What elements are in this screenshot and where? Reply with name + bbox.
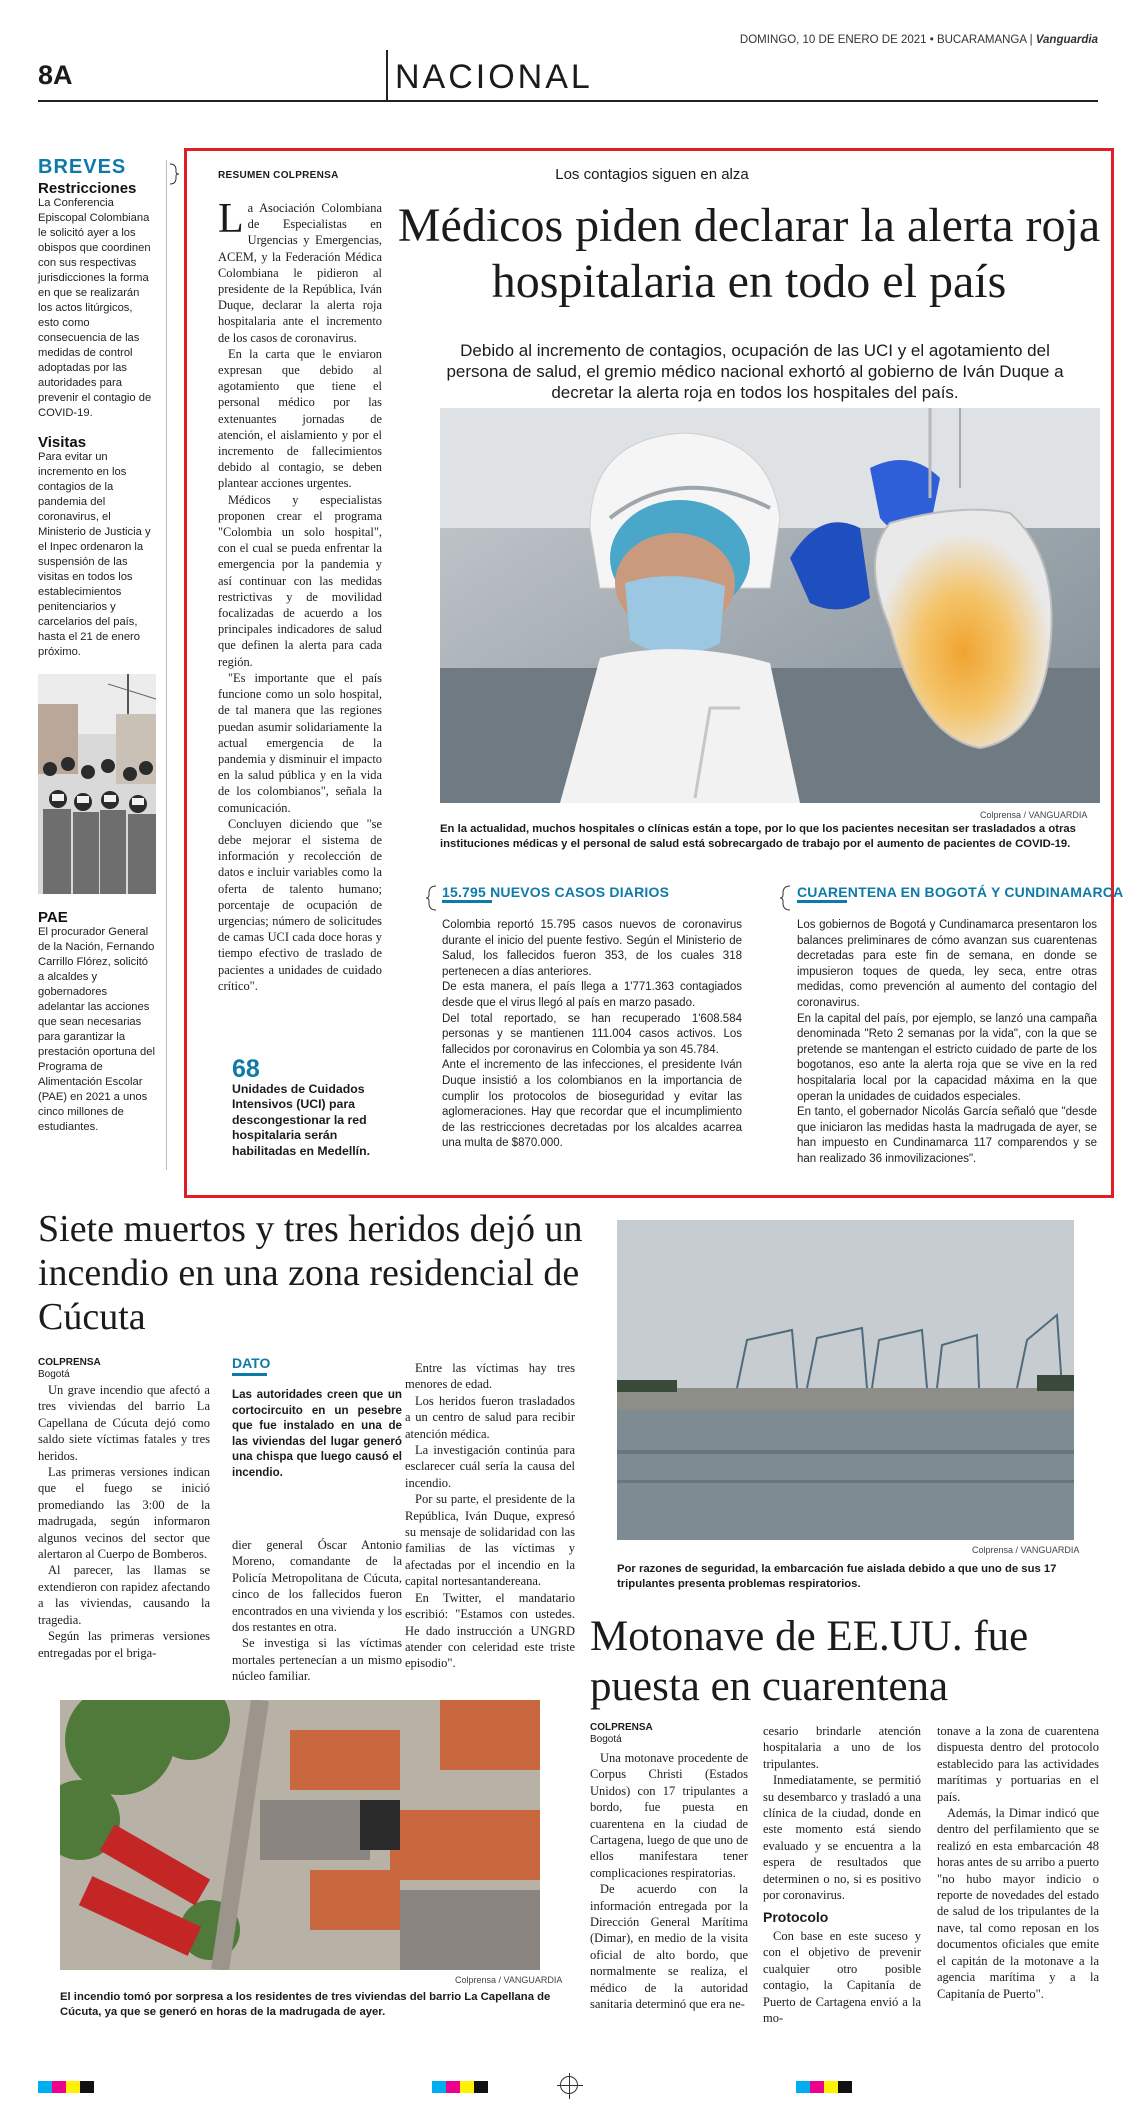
body-paragraph: Se investiga si las víctimas mortales pertenecían a un mismo núcleo familiar. xyxy=(232,1636,402,1684)
byline xyxy=(590,1722,653,1746)
body-paragraph: Concluyen diciendo que "se debe mejorar el sistema de información y recolección de datos e incluir variables como la oferta de talento humano; porcentaje de ocupación de urgencias; número de solicitudes de camas UCI cada doce horas y tiempo efectivo de traslado de pacientes a unidades de cuidado crítico". xyxy=(218,816,382,993)
protest-photo xyxy=(38,674,156,894)
fire-column-3 xyxy=(405,1360,575,1672)
brief-text: El procurador General de la Nación, Fernando Carrillo Flórez, solicitó a alcaldes y gobernadores adelantar las acciones que sean necesarias para garantizar la prestación oportuna del Programa de Alimentación Escolar (PAE) en 2021 a unos cinco millones de estudiantes. xyxy=(38,926,155,1133)
photo-credit: Colprensa / VANGUARDIA xyxy=(972,1545,1080,1555)
photo-credit: Colprensa / VANGUARDIA xyxy=(455,1975,563,1985)
brief-heading: Restricciones xyxy=(38,180,137,197)
body-paragraph: En Twitter, el mandatario escribió: "Estamos con ustedes. He dado instrucción a UNGRD atender con celeridad este triste episodio". xyxy=(405,1590,575,1671)
body-paragraph: Entre las víctimas hay tres menores de edad. xyxy=(405,1361,575,1392)
body-paragraph: Además, la Dimar indicó que dentro del perfilamiento que se realizó en esta embarcación 48 horas antes de su arribo a puerto "no hubo mayor indicio o reporte de novedades del estado de salud de los tripulantes de la nave, tal como reposan en los documentos oficiales que emite el capitán de la motonave a la agencia marítima y a la Capitanía de Puerto". xyxy=(937,1806,1099,2001)
box-paragraph: En tanto, el gobernador Nicolás García señaló que "desde que iniciaron las medidas hasta la madrugada de ayer, se han impuesto en Cundinamarca 117 comparendos y se han realizado 36 inmovilizaciones". xyxy=(797,1106,1097,1165)
ship-headline: Motonave de EE.UU. fue puesta en cuarentena xyxy=(590,1613,1029,1710)
body-paragraph: La investigación continúa para esclarecer cuál sería la causa del incendio. xyxy=(405,1443,575,1490)
body-paragraph: "Es importante que el país funcione como un solo hospital, de tal manera que las regiones puedan asumir solidariamente la actual emergencia de la pandemia y disminuir el impacto en la salud pública y en la vida de los colombianos", señala la comunicación. xyxy=(218,670,382,815)
body-paragraph: En la carta que le enviaron expresan que debido al agotamiento que tiene el personal médico por las extenuantes jornadas de atención, el aislamiento y por el incremento de fallecimientos debido al contagio, se deben plantear acciones urgentes. xyxy=(218,346,382,491)
accent-rule xyxy=(797,900,847,903)
box-paragraph: De esta manera, el país llega a 1'771.363 contagiados desde que el virus llegó al país en marzo pasado. xyxy=(442,981,742,1009)
dato-title: DATO xyxy=(232,1355,271,1371)
body-paragraph: De acuerdo con la información entregada por la Dirección General Marítima (Dimar), en medio de la visita oficial de alto bordo, que normalmente se realiza, el médico de la autoridad sanitaria determinó que era ne- xyxy=(590,1882,748,2012)
brand-name: Vanguardia xyxy=(1035,34,1098,46)
registration-mark-icon xyxy=(560,2076,578,2094)
dato-text: Las autoridades creen que un cortocircuito en un pesebre que fue instalado en una de las viviendas del lugar generó una chispa que luego causó el incendio. xyxy=(232,1388,402,1479)
brief-item xyxy=(38,910,156,1135)
brief-item xyxy=(38,435,156,660)
byline-agency: COLPRENSA xyxy=(590,1722,653,1733)
body-paragraph: Las primeras versiones indican que el fuego se inició promediando las 3:00 de la madrugada, según informaron algunos vecinos del sector que alertaron al Cuerpo de Bomberos. xyxy=(38,1465,210,1562)
ship-column-3 xyxy=(937,1723,1099,2002)
brief-item xyxy=(38,181,156,421)
body-paragraph: Según las primeras versiones entregadas por el briga- xyxy=(38,1629,210,1660)
stat-text: Unidades de Cuidados Intensivos (UCI) para descongestionar la red hospitalaria serán habilitadas en Medellín. xyxy=(232,1082,371,1158)
body-paragraph: Inmediatamente, se permitió su desembarco y trasladó a una clínica de la ciudad, donde en este momento está siendo evaluado y se encuentra a la espera de resultados que determinen o no, si es positivo por coronavirus. xyxy=(763,1773,921,1903)
header-rule xyxy=(38,100,1098,102)
photo-credit: Colprensa / VANGUARDIA xyxy=(980,810,1088,820)
body-paragraph: Una motonave procedente de Corpus Christi (Estados Unidos) con 17 tripulantes a bordo, fue puesta en cuarentena en la ciudad de Cartagena, luego de que uno de ellos manifestara tener complicaciones respiratorias. xyxy=(590,1751,748,1880)
body-paragraph: Por su parte, el presidente de la República, Iván Duque, expresó su mensaje de solidaridad con las familias de las víctimas y afectadas por el incendio en la capital nortesantandereana. xyxy=(405,1492,575,1589)
box-paragraph: Ante el incremento de las infecciones, el presidente Iván Duque insistió a los colombianos en la importancia de cumplir los protocolos de bioseguridad y evitar las aglomeraciones. Hay que recordar que el incumplimiento de las restricciones decretadas por los alcaldes acarrea una multa de $870.000. xyxy=(442,1059,742,1150)
section-name: NACIONAL xyxy=(395,58,593,96)
byline-city: Bogotá xyxy=(38,1369,70,1380)
photo-caption: Por razones de seguridad, la embarcación fue aislada debido a que uno de sus 17 tripulantes presenta problemas respiratorios. xyxy=(617,1563,1057,1590)
brief-heading: Visitas xyxy=(38,434,87,451)
box-paragraph: Colombia reportó 15.795 casos nuevos de coronavirus durante el inicio del puente festivo. Según el Ministerio de Salud, los fallecidos fueron 353, de los cuales 318 pertenecen a días anteriores. xyxy=(442,919,742,978)
breves-title: BREVES xyxy=(38,156,127,178)
fire-column-1 xyxy=(38,1382,210,1661)
feature-headline: Médicos piden declarar la alerta roja hospitalaria en todo el país xyxy=(397,199,1101,308)
ship-column-2 xyxy=(763,1723,921,2026)
feature-body xyxy=(218,196,382,994)
box-paragraph: En la capital del país, por ejemplo, se lanzó una campaña denominada "Reto 2 semanas por la vida", con la que se pretende se mantengan el estricto cuidado de parte de los bogotanos, eso ante la alerta roja que se vive en la red hospitalaria local por la capacidad máxima en la que operan la unidades de cuidados especiales. xyxy=(797,1012,1097,1103)
accent-rule xyxy=(232,1373,267,1376)
body-paragraph: cesario brindarle atención hospitalaria a uno de los tripulantes. xyxy=(763,1724,921,1771)
body-paragraph: Un grave incendio que afectó a tres viviendas del barrio La Capellana de Cúcuta dejó como saldo siete víctimas fatales y tres heridos. xyxy=(38,1383,210,1463)
body-paragraph: La Asociación Colombiana de Especialistas en Urgencias y Emergencias, ACEM, y la Federación Médica Colombiana le pidieron al presidente de la República, Iván Duque, declarar la alerta roja hospitalaria ante el incremento de los casos de coronavirus. xyxy=(218,196,382,345)
fire-aerial-photo xyxy=(60,1700,540,1970)
feature-subhead: Debido al incremento de contagios, ocupación de las UCI y el agotamiento del persona de salud, el gremio médico nacional exhortó al gobierno de Iván Duque a decretar la alerta roja en todos los hospitales del país. xyxy=(446,341,1064,402)
quarantine-box-text xyxy=(797,918,1097,1168)
health-worker-photo xyxy=(440,408,1100,803)
body-paragraph: Con base en este suceso y con el objetivo de prevenir cualquier otro posible contagio, la Capitanía de Puerto de Cartagena envió a la mo- xyxy=(763,1928,921,2025)
credit-tag: RESUMEN COLPRENSA xyxy=(218,170,339,181)
byline-city: Bogotá xyxy=(590,1734,622,1745)
cases-box-text xyxy=(442,918,742,1152)
page-number: 8A xyxy=(38,60,73,90)
stat-number: 68 xyxy=(232,1055,260,1083)
body-paragraph: Los heridos fueron trasladados a un centro de salud para recibir atención médica. xyxy=(405,1393,575,1441)
body-paragraph: dier general Óscar Antonio Moreno, comandante de la Policía Metropolitana de Cúcuta, cinco de los fallecidos fueron encontrados en una vivienda y los dos restantes en otra. xyxy=(232,1538,402,1635)
byline xyxy=(38,1357,101,1381)
brief-text: Para evitar un incremento en los contagios de la pandemia del coronavirus, el Ministerio de Justicia y el Inpec ordenaron la suspensión de las visitas en todos los establecimientos penitenciarios y carcelarios del país, hasta el 21 de enero próximo. xyxy=(38,451,151,658)
photo-caption: En la actualidad, muchos hospitales o clínicas están a tope, por lo que los pacientes necesitan ser trasladados a otras instituciones médicas y el personal de salud está sobrecargado de trabajo por el aumento de pacientes de COVID-19. xyxy=(440,823,1076,850)
cases-box-title: 15.795 NUEVOS CASOS DIARIOS xyxy=(442,884,670,900)
photo-caption: El incendio tomó por sorpresa a los residentes de tres viviendas del barrio La Capellana de Cúcuta, ya que se generó en horas de la madrugada de ayer. xyxy=(60,1991,551,2018)
ship-column-1 xyxy=(590,1750,748,2013)
subhead-protocolo: Protocolo xyxy=(763,1909,829,1926)
bracket-icon xyxy=(778,884,792,912)
accent-rule xyxy=(442,900,492,903)
fire-column-2 xyxy=(232,1537,402,1685)
body-paragraph: tonave a la zona de cuarentena dispuesta dentro del protocolo establecido para las actividades marítimas y portuarias en el país. xyxy=(937,1724,1099,1804)
box-paragraph: Del total reportado, se han recuperado 1'608.584 personas y se mantienen 111.004 casos activos. Los fallecidos por coronavirus en Colombia ya son 45.784. xyxy=(442,1012,742,1056)
breves-column xyxy=(38,156,156,1149)
body-paragraph: Al parecer, las llamas se extendieron con rapidez afectando a las viviendas, causando la tragedia. xyxy=(38,1563,210,1627)
bracket-icon xyxy=(168,162,180,186)
quarantine-box-title: CUARENTENA EN BOGOTÁ Y CUNDINAMARCA xyxy=(797,884,1124,900)
body-paragraph: Médicos y especialistas proponen crear el programa "Colombia un solo hospital", con el cual se pueda enfrentar la emergencia por la pandemia y así continuar con las medidas restrictivas y de movilidad focalizadas de acuerdo a los principales indicadores de salud que definen la alerta para cada región. xyxy=(218,492,382,669)
brief-heading: PAE xyxy=(38,909,68,926)
column-divider xyxy=(166,160,167,1170)
byline-agency: COLPRENSA xyxy=(38,1357,101,1368)
fire-headline: Siete muertos y tres heridos dejó un incendio en una zona residencial de Cúcuta xyxy=(38,1208,583,1338)
bracket-icon xyxy=(424,884,438,912)
dateline: DOMINGO, 10 DE ENERO DE 2021 • BUCARAMANGA | Vanguardia xyxy=(739,34,1098,46)
box-paragraph: Los gobiernos de Bogotá y Cundinamarca presentaron los balances preliminares de cómo avanzan sus cuarentenas decretadas para este fin de semana, en donde se impusieron toques de queda, ley seca, entre otras medidas, como prevención al aumento del contagio del coronavirus. xyxy=(797,919,1097,1009)
section-separator xyxy=(386,50,388,102)
dropcap: L xyxy=(218,196,244,242)
port-photo xyxy=(617,1220,1074,1540)
brief-text: La Conferencia Episcopal Colombiana le solicitó ayer a los obispos que coordinen con sus respectivas jurisdicciones la forma en que se realizarán los actos litúrgicos, esto como consecuencia de las medidas de control adoptadas por las autoridades para prevenir el contagio de COVID-19. xyxy=(38,197,152,419)
kicker: Los contagios siguen en alza xyxy=(555,166,749,183)
